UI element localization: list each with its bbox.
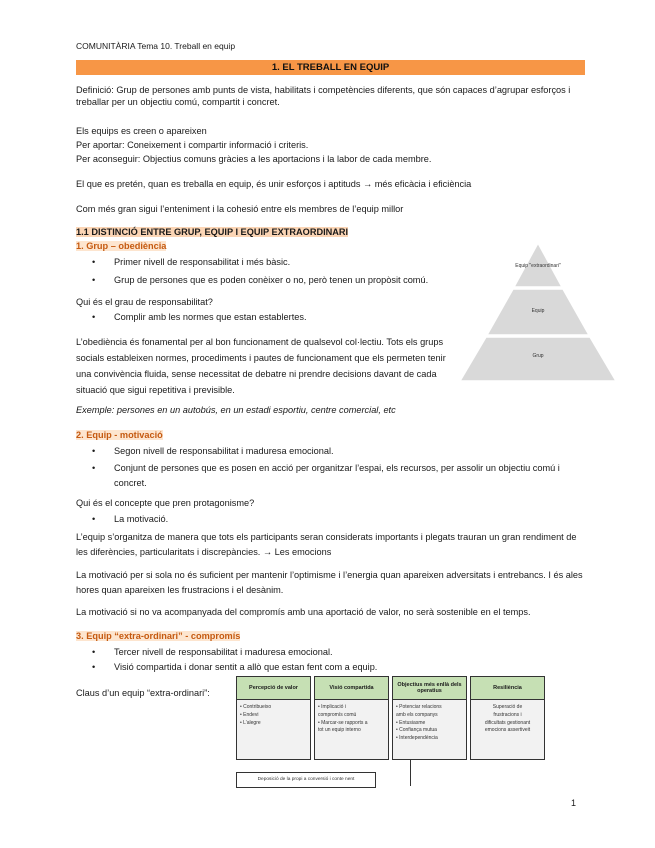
grup-bullets	[76, 257, 456, 287]
intro-line-5: Com més gran sigui l’enteniment i la cohesió entre els membres de l’equip millor	[76, 204, 404, 214]
diagram-item: • Entusiasme	[396, 719, 426, 726]
extra-heading: 3. Equip “extra-ordinari” - compromís	[76, 631, 241, 641]
diagram-item: Superació de	[492, 704, 523, 710]
diagram-item: • Contribueixo	[240, 704, 272, 710]
diagram-item: • Implicació i	[318, 704, 346, 710]
diagram-item: amb els companys	[396, 711, 438, 718]
pyramid-label-top: Equip "extraordinari"	[515, 263, 561, 269]
diagram-item: tot un equip interno	[318, 727, 361, 734]
diagram-item: • Marcar-se rapports a	[318, 719, 368, 726]
list-item: • Segon nivell de responsabilitat i maduresa emocional.	[76, 446, 586, 458]
extra-claus: Claus d’un equip “extra-ordinari”:	[76, 688, 210, 698]
grup-heading: 1. Grup – obediència	[76, 241, 167, 251]
diagram-column-head: Objectius més enllà dels operatius	[393, 677, 466, 700]
diagram-column-head: Visió compartida	[315, 677, 388, 700]
diagram-item: • Potenciar relacions	[396, 704, 442, 710]
diagram-item: • Endevi	[240, 711, 259, 718]
subsection-title: 1.1 DISTINCIÓ ENTRE GRUP, EQUIP I EQUIP EXTRAORDINARI	[76, 227, 349, 237]
diagram-column-head: Resiliència	[471, 677, 544, 700]
grup-paragraph: L’obediència és fonamental per al bon funcionament de qualsevol col·lectiu. Tots els grups socials estableixen normes, procediments i pautes de funcionament que els permeten tenir una convivència fluida, sense necessitat de debatre ni prendre decisions davant de cada situació que sigui repetitiva i previsible.	[76, 337, 446, 395]
diagram-column	[236, 676, 311, 760]
equip-paragraph: L’equip s’organitza de manera que tots els participants seran considerats importants i plegats trauran un gran rendiment de les diferències, particularitats i discrepàncies. → Les emocions	[76, 532, 577, 557]
intro-line-1: Els equips es creen o apareixen	[76, 126, 207, 136]
equip-question: Qui és el concepte que pren protagonisme?	[76, 498, 255, 508]
diagram-item: • Confiança mutua	[396, 727, 437, 734]
diagram-item: frustracions i	[493, 711, 522, 718]
diagram-connector	[410, 760, 411, 786]
pyramid-label-middle: Equip	[531, 308, 545, 314]
page-header: COMUNITÀRIA Tema 10. Treball en equip	[76, 41, 236, 51]
definition-text: Definició: Grup de persones amb punts de vista, habilitats i competències diferents, que són capaces d’agrupar esforços i treballar per un objectiu comú, compartit i concret.	[76, 85, 571, 107]
diagram-column	[470, 676, 545, 760]
diagram-item: • Interdependència	[396, 735, 438, 741]
diagram-footer: Deposició de la propi a conversió i conte nent	[236, 772, 376, 788]
intro-line-4: El que es pretén, quan es treballa en equip, és unir esforços i aptituds → més eficàcia i eficiència	[76, 179, 472, 189]
claus-diagram	[236, 676, 552, 796]
list-item: • Visió compartida i donar sentit a allò que estan fent com a equip.	[76, 662, 586, 674]
equip-question-bullets	[76, 514, 586, 526]
intro-line-2: Per aportar: Coneixement i compartir informació i criteris.	[76, 140, 309, 150]
list-item: • La motivació.	[76, 514, 586, 526]
diagram-item: • L’alegre	[240, 719, 261, 726]
pyramid-diagram	[458, 243, 618, 381]
diagram-column	[314, 676, 389, 760]
list-item: • Complir amb les normes que estan establertes.	[76, 312, 456, 324]
diagram-item: dificultats gestionant	[484, 719, 531, 726]
list-item: • Tercer nivell de responsabilitat i maduresa emocional.	[76, 647, 586, 659]
grup-question: Qui és el grau de responsabilitat?	[76, 297, 213, 307]
list-item: • Conjunt de persones que es posen en acció per organitzar l’espai, els recursos, per assolir un objectiu comú i concret.	[76, 461, 586, 491]
intro-line-3: Per aconseguir: Objectius comuns gràcies a les aportacions i la labor de cada membre.	[76, 154, 432, 164]
extra-bullets	[76, 647, 586, 674]
diagram-item: compromís comú	[318, 711, 357, 718]
section-title: 1. EL TREBALL EN EQUIP	[76, 60, 585, 75]
diagram-column	[392, 676, 467, 760]
equip-paragraph-2: La motivació per si sola no és suficient per mantenir l’optimisme i l’energia quan apareixen adversitats i entrebancs. I és ales hores quan apareixen les frustracions i el desànim.	[76, 570, 583, 595]
list-item: • Primer nivell de responsabilitat i més bàsic.	[76, 257, 456, 269]
diagram-column-head: Percepció de valor	[237, 677, 310, 700]
grup-example: Exemple: persones en un autobús, en un estadi esportiu, centre comercial, etc	[76, 405, 396, 415]
equip-bullets	[76, 446, 586, 491]
equip-paragraph-3: La motivació si no va acompanyada del compromís amb una aportació de valor, no serà sostenible en el temps.	[76, 607, 531, 617]
equip-heading: 2. Equip - motivació	[76, 430, 163, 440]
grup-question-bullets	[76, 312, 456, 324]
pyramid-label-base: Grup	[532, 353, 544, 359]
diagram-item: emocions assertiveit	[484, 727, 531, 734]
page-number: 1	[571, 798, 577, 808]
list-item: • Grup de persones que es poden conèixer o no, però tenen un propòsit comú.	[76, 275, 456, 287]
